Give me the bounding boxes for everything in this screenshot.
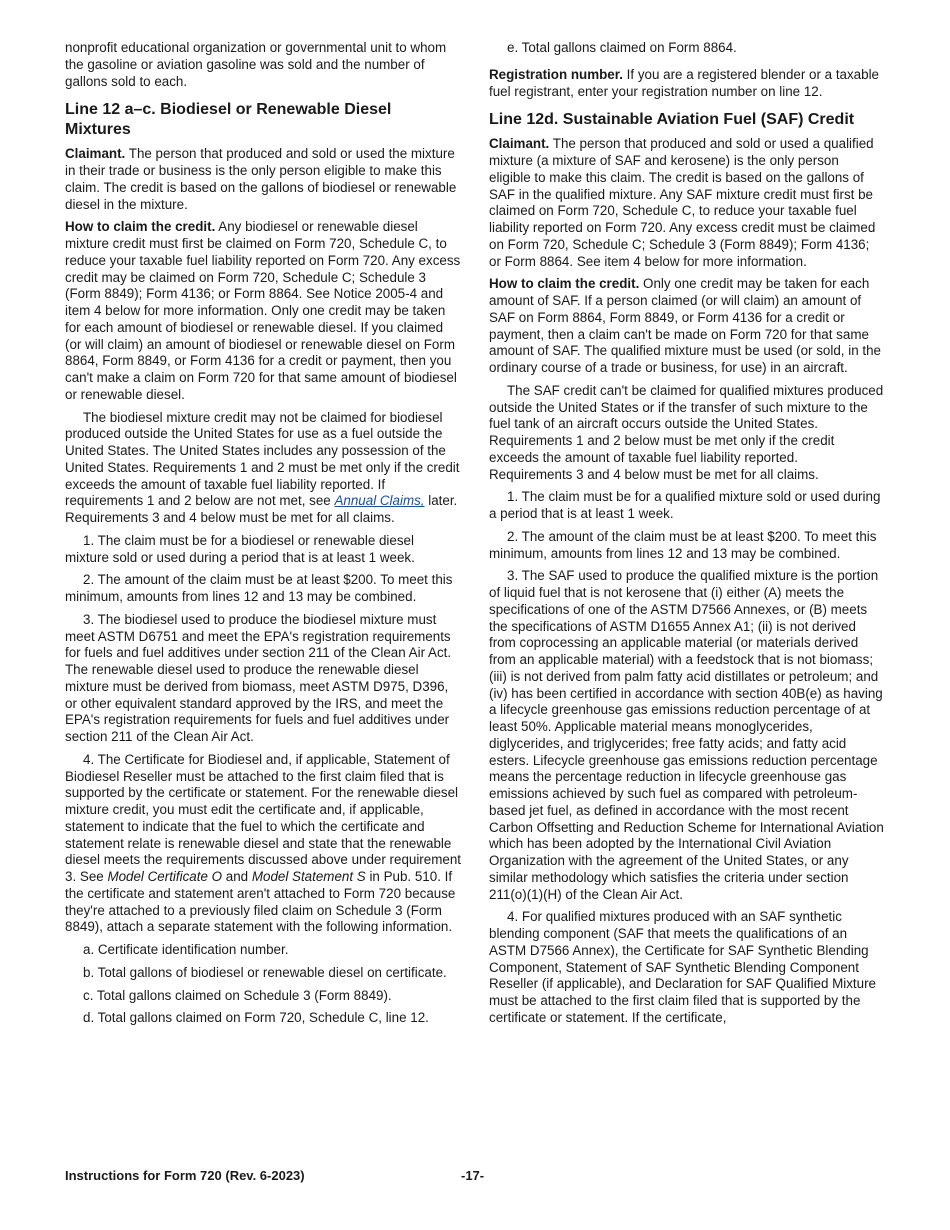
list-item-b: b. Total gallons of biodiesel or renewable diesel on certificate. (83, 964, 447, 980)
requirement-1: 1. The claim must be for a biodiesel or renewable diesel mixture sold or used during a period that is at least 1 week. (65, 532, 415, 565)
saf-requirement-3: 3. The SAF used to produce the qualified mixture is the portion of liquid fuel that is not kerosene that (i) either (A) meets the specifications of one of the ASTM D7566 Annexes, or (B) meets the specifications of ASTM D1655 Annex A1; (ii) is not derived from coprocessing an applicable material (or materials derived from an applicable material) with a feedstock that is not biomass; (iii) is not derived from palm fatty acid distillates or petroleum; and (iv) has been certified in accordance with section 40B(e) as having a lifecycle greenhouse gas emissions reduction percentage of at least 50%. Applicable material means monoglycerides, diglycerides, and triglycerides; free fatty acids; and fatty acid esters. Lifecycle greenhouse gas emissions reduction percentage means the percentage reduction in lifecycle greenhouse gas emissions achieved by such fuel as compared with petroleum-based jet fuel, as defined in accordance with the most recent Carbon Offsetting and Reduction Scheme for International Aviation which has been adopted by the International Civil Aviation Organization with the agreement of the United States, or any similar methodology which satisfies the criteria under section 211(o)(1)(H) of the Clean Air Act. (489, 568, 884, 902)
claimant-paragraph: Claimant. The person that produced and sold or used the mixture in their trade or business is the only person eligible to make this claim. The credit is based on the gallons of biodiesel or renewable diesel in the mixture. (65, 146, 457, 212)
requirement-2: 2. The amount of the claim must be at least $200. To meet this minimum, amounts from lines 12 and 13 may be combined. (65, 572, 453, 604)
list-item-d: d. Total gallons claimed on Form 720, Schedule C, line 12. (83, 1010, 429, 1026)
saf-how-to-claim-paragraph: How to claim the credit. Only one credit may be taken for each amount of SAF. If a person claimed (or will claim) an amount of SAF on Form 8864, Form 8849, or Form 4136 for a credit or payment, then a claim can't be made on Form 720 for that same amount of SAF. The qualified mixture must be used (or sold, in the ordinary course of a trade or business, for use) in an aircraft. (489, 276, 882, 375)
list-item-a: a. Certificate identification number. (83, 942, 289, 957)
saf-how-to-claim-label: How to claim the credit. (489, 276, 640, 292)
heading-line-12d: Line 12d. Sustainable Aviation Fuel (SAF) Credit (489, 111, 855, 129)
annual-claims-link[interactable]: Annual Claims, (334, 493, 425, 509)
mixture-credit-paragraph: The biodiesel mixture credit may not be claimed for biodiesel produced outside the United States for use as a fuel outside the United States. The United States includes any possession of the United States. Requirements 1 and 2 must be met only if the credit exceeds the amount of taxable fuel liability reported. If requirements 1 and 2 below are not met, see Annual Claims, later. Requirements 3 and 4 below must be met for all claims. (65, 409, 460, 525)
claimant-label: Claimant. (65, 146, 126, 162)
saf-requirement-2: 2. The amount of the claim must be at least $200. To meet this minimum, amounts from lines 12 and 13 may be combined. (489, 528, 877, 561)
requirement-3: 3. The biodiesel used to produce the biodiesel mixture must meet ASTM D6751 and meet the EPA's registration requirements for fuels and fuel additives under section 211 of the Clean Air Act. The renewable diesel used to produce the renewable diesel mixture must be derived from biomass, meet ASTM D975, D396, or other equivalent standard approved by the IRS, and meet the EPA's registration requirements for fuels and fuel additives under section 211 of the Clean Air Act. (65, 611, 452, 744)
saf-requirement-4: 4. For qualified mixtures produced with an SAF synthetic blending component (SAF that meets the qualifications of an ASTM D7566 Annex), the Certificate for SAF Synthetic Blending Component, Statement of SAF Synthetic Blending Component Reseller (if applicable), and Declaration for SAF Qualified Mixture must be attached to the first claim filed that is supported by the certificate or statement. If the certificate, (489, 909, 877, 1025)
footer-form-title: Instructions for Form 720 (Rev. 6-2023) (65, 1168, 305, 1183)
requirement-4: 4. The Certificate for Biodiesel and, if applicable, Statement of Biodiesel Reseller must be attached to the first claim filed that is supported by the certificate or statement. For the renewable diesel mixture credit, you must edit the certificate and, if applicable, statement to indicate that the fuel to which the certificate and statement relate is renewable diesel and state that the renewable diesel meets the requirements discussed above under requirement 3. See Model Certificate O and Model Statement S in Pub. 510. If the certificate and statement aren't attached to Form 720 because they're attached to a previously filed claim on Schedule 3 (Form 8849), attach a separate statement with the following information. (65, 751, 461, 935)
list-item-e: e. Total gallons claimed on Form 8864. (507, 40, 737, 55)
saf-claimant-paragraph: Claimant. The person that produced and sold or used a qualified mixture (a mixture of SAF and kerosene) is the only person eligible to make this claim. The credit is based on the gallons of SAF in the qualified mixture. Any SAF mixture credit must first be claimed on Form 720, Schedule C, to reduce your taxable fuel liability reported on Form 720. Any excess credit must be claimed on Form 720, Schedule C; Schedule 3 (Form 8849); Form 4136; or Form 8864. See item 4 below for more information. (489, 136, 876, 269)
registration-paragraph: Registration number. If you are a registered blender or a taxable fuel registrant, enter your registration number on line 12. (489, 66, 880, 99)
intro-continuation: nonprofit educational organization or governmental unit to whom the gasoline or aviation gasoline was sold and the number of gallons sold to each. (65, 40, 447, 89)
saf-requirement-1: 1. The claim must be for a qualified mixture sold or used during a period that is at least 1 week. (489, 489, 881, 521)
list-item-c: c. Total gallons claimed on Schedule 3 (Form 8849). (83, 987, 392, 1003)
right-column (489, 40, 884, 1033)
registration-label: Registration number. (489, 66, 623, 82)
saf-credit-paragraph: The SAF credit can't be claimed for qualified mixtures produced outside the United States or if the transfer of such mixture to the fuel tank of an aircraft occurs outside the United States. Requirements 1 and 2 below must be met only if the credit exceeds the amount of taxable fuel liability reported. Requirements 3 and 4 below must be met for all claims. (489, 382, 884, 482)
how-to-claim-paragraph: How to claim the credit. Any biodiesel or renewable diesel mixture credit must first be claimed on Form 720, Schedule C, to reduce your taxable fuel liability reported on Form 720. Any excess credit may be claimed on Form 720, Schedule C; Schedule 3 (Form 8849); Form 4136; or Form 8864. See Notice 2005-4 and item 4 below for more information. Only one credit may be taken for each amount of biodiesel or renewable diesel. If you claimed (or will claim) an amount of biodiesel or renewable diesel on Form 8864, Form 8849, or Form 4136 for a credit or payment, then you can't make a claim on Form 720 for that same amount of biodiesel or renewable diesel. (65, 219, 461, 402)
heading-line-12ac: Line 12 a–c. Biodiesel or Renewable Diesel Mixtures (65, 101, 392, 139)
left-column (65, 40, 461, 1033)
how-to-claim-label: How to claim the credit. (65, 219, 216, 235)
footer-page-number: -17- (461, 1168, 485, 1183)
saf-claimant-label: Claimant. (489, 136, 550, 152)
